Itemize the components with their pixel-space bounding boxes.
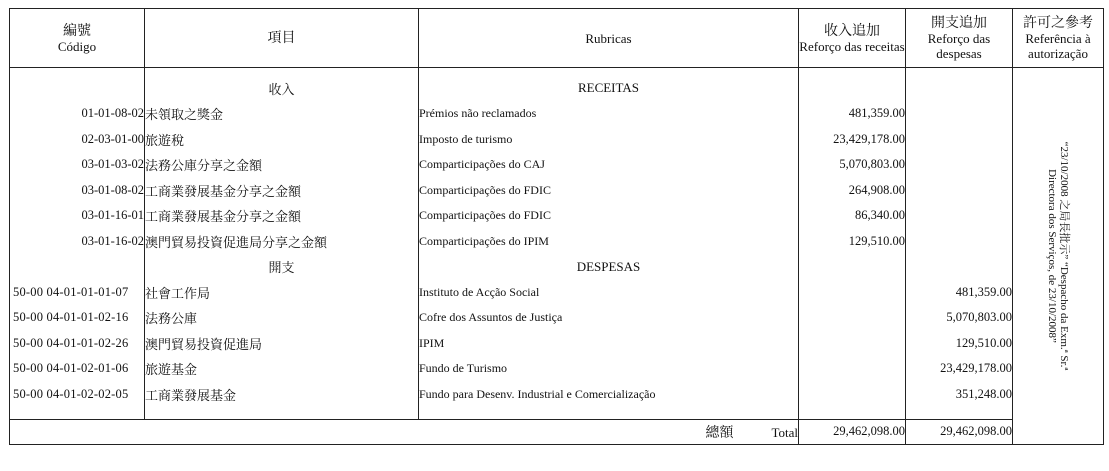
table-row	[10, 203, 1104, 229]
row-code: 50-00 04-01-01-02-16	[10, 305, 145, 331]
row-item: 法務公庫	[145, 305, 419, 331]
row-item: 工商業發展基金分享之金額	[145, 178, 419, 204]
section-revenue	[10, 76, 1104, 102]
section-revenue-zh: 收入	[145, 76, 419, 102]
header-expense: 開支追加 Reforço das despesas	[906, 9, 1013, 68]
row-rubric: Comparticipações do FDIC	[419, 178, 799, 204]
header-code: 編號 Código	[10, 9, 145, 68]
table-row	[10, 305, 1104, 331]
row-expense-amount: 481,359.00	[906, 280, 1013, 306]
row-rubric: Cofre dos Assuntos de Justiça	[419, 305, 799, 331]
total-label: 總額 Total	[10, 419, 799, 445]
row-expense-amount: 129,510.00	[906, 331, 1013, 357]
row-rubric: Fundo para Desenv. Industrial e Comercialização	[419, 382, 799, 408]
section-expense	[10, 254, 1104, 280]
table-row	[10, 382, 1104, 408]
row-item: 社會工作局	[145, 280, 419, 306]
section-revenue-pt: RECEITAS	[419, 76, 799, 102]
row-expense-amount: 351,248.00	[906, 382, 1013, 408]
row-rubric: Comparticipações do CAJ	[419, 152, 799, 178]
row-item: 澳門貿易投資促進局分享之金額	[145, 229, 419, 255]
section-expense-pt: DESPESAS	[419, 254, 799, 280]
row-code: 50-00 04-01-01-02-26	[10, 331, 145, 357]
row-item: 旅遊稅	[145, 127, 419, 153]
row-revenue-amount: 481,359.00	[799, 101, 906, 127]
section-expense-zh: 開支	[145, 254, 419, 280]
budget-table	[9, 8, 1104, 445]
row-revenue-amount: 86,340.00	[799, 203, 906, 229]
row-revenue-amount: 129,510.00	[799, 229, 906, 255]
row-revenue-amount: 23,429,178.00	[799, 127, 906, 153]
row-item: 工商業發展基金	[145, 382, 419, 408]
row-code: 03-01-16-01	[10, 203, 145, 229]
table-row	[10, 229, 1104, 255]
row-code: 50-00 04-01-01-01-07	[10, 280, 145, 306]
row-rubric: Comparticipações do FDIC	[419, 203, 799, 229]
header-row	[10, 9, 1104, 68]
table-row	[10, 152, 1104, 178]
header-authorization: 許可之參考 Referência à autorização	[1013, 9, 1104, 68]
row-rubric: Comparticipações do IPIM	[419, 229, 799, 255]
row-code: 02-03-01-00	[10, 127, 145, 153]
row-item: 旅遊基金	[145, 356, 419, 382]
row-rubric: Prémios não reclamados	[419, 101, 799, 127]
total-row	[10, 419, 1104, 445]
row-item: 澳門貿易投資促進局	[145, 331, 419, 357]
header-revenue: 收入追加 Reforço das receitas	[799, 9, 906, 68]
authorization-text: “23/10/2008 之局長批示” “Despacho da Exm.ª Sr.ª Directora dos Serviços, de 23/10/2008”	[1046, 141, 1070, 371]
row-code: 03-01-03-02	[10, 152, 145, 178]
table-row	[10, 127, 1104, 153]
authorization-cell	[1013, 68, 1104, 445]
header-rubricas: Rubricas	[419, 9, 799, 68]
row-rubric: Instituto de Acção Social	[419, 280, 799, 306]
table-row	[10, 178, 1104, 204]
row-code: 50-00 04-01-02-01-06	[10, 356, 145, 382]
row-revenue-amount: 264,908.00	[799, 178, 906, 204]
row-expense-amount: 5,070,803.00	[906, 305, 1013, 331]
total-revenue: 29,462,098.00	[799, 419, 906, 445]
row-rubric: Imposto de turismo	[419, 127, 799, 153]
row-item: 未領取之獎金	[145, 101, 419, 127]
table-row	[10, 356, 1104, 382]
table-row	[10, 101, 1104, 127]
table-row	[10, 331, 1104, 357]
row-rubric: Fundo de Turismo	[419, 356, 799, 382]
row-revenue-amount: 5,070,803.00	[799, 152, 906, 178]
row-rubric: IPIM	[419, 331, 799, 357]
row-item: 工商業發展基金分享之金額	[145, 203, 419, 229]
row-code: 50-00 04-01-02-02-05	[10, 382, 145, 408]
table-row	[10, 280, 1104, 306]
row-item: 法務公庫分享之金額	[145, 152, 419, 178]
row-expense-amount: 23,429,178.00	[906, 356, 1013, 382]
row-code: 03-01-16-02	[10, 229, 145, 255]
row-code: 01-01-08-02	[10, 101, 145, 127]
header-item: 項目	[145, 9, 419, 68]
row-code: 03-01-08-02	[10, 178, 145, 204]
total-expense: 29,462,098.00	[906, 419, 1013, 445]
